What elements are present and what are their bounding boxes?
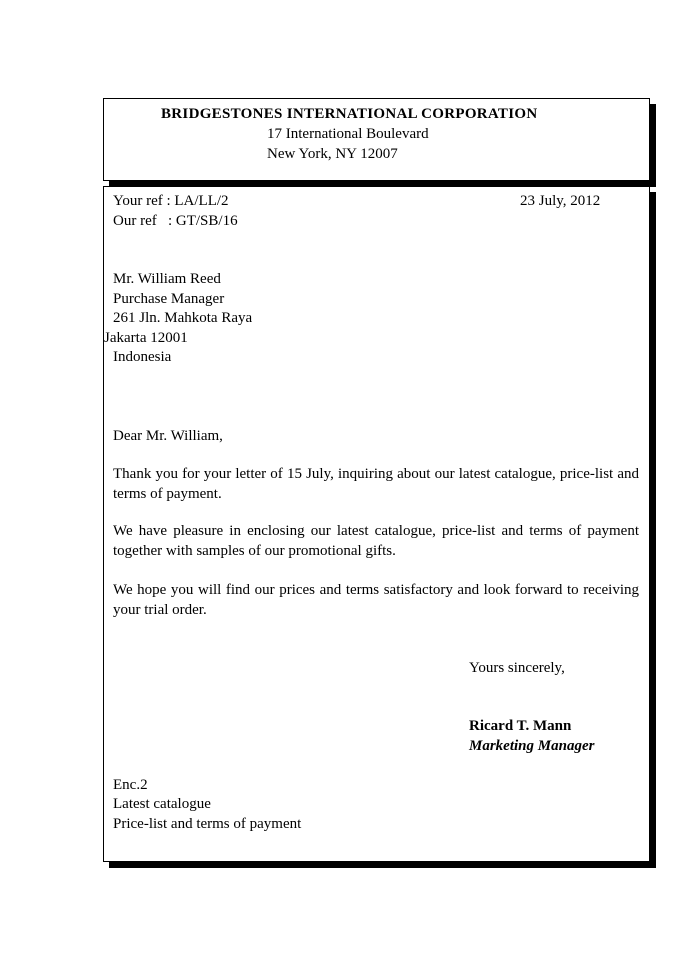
recipient-street: 261 Jln. Mahkota Raya bbox=[113, 310, 253, 326]
enclosure-item: Price-list and terms of payment bbox=[113, 816, 302, 832]
your-reference: Your ref : LA/LL/2 bbox=[113, 193, 229, 209]
salutation: Dear Mr. William, bbox=[113, 428, 223, 444]
recipient-city: Jakarta 12001 bbox=[104, 330, 188, 346]
complimentary-close: Yours sincerely, bbox=[469, 660, 565, 676]
company-address-line2: New York, NY 12007 bbox=[267, 146, 398, 162]
body-paragraph-2: We have pleasure in enclosing our latest catalogue, price-list and terms of payment together with samples of our promotional gifts. bbox=[113, 523, 639, 559]
signer-name: Ricard T. Mann bbox=[469, 718, 572, 734]
letter-date: 23 July, 2012 bbox=[520, 193, 601, 209]
enclosure-item: Latest catalogue bbox=[113, 796, 211, 812]
recipient-title: Purchase Manager bbox=[113, 291, 225, 307]
body-paragraph-1: Thank you for your letter of 15 July, inquiring about our latest catalogue, price-list and terms of payment. bbox=[113, 466, 639, 502]
recipient-country: Indonesia bbox=[113, 349, 172, 365]
enclosure-label: Enc.2 bbox=[113, 777, 148, 793]
company-name: BRIDGESTONES INTERNATIONAL CORPORATION bbox=[161, 106, 538, 122]
our-reference: Our ref : GT/SB/16 bbox=[113, 213, 238, 229]
body-paragraph-3: We hope you will find our prices and terms satisfactory and look forward to receiving your trial order. bbox=[113, 582, 639, 618]
company-address-line1: 17 International Boulevard bbox=[267, 126, 429, 142]
signer-title: Marketing Manager bbox=[469, 738, 595, 754]
recipient-name: Mr. William Reed bbox=[113, 271, 221, 287]
